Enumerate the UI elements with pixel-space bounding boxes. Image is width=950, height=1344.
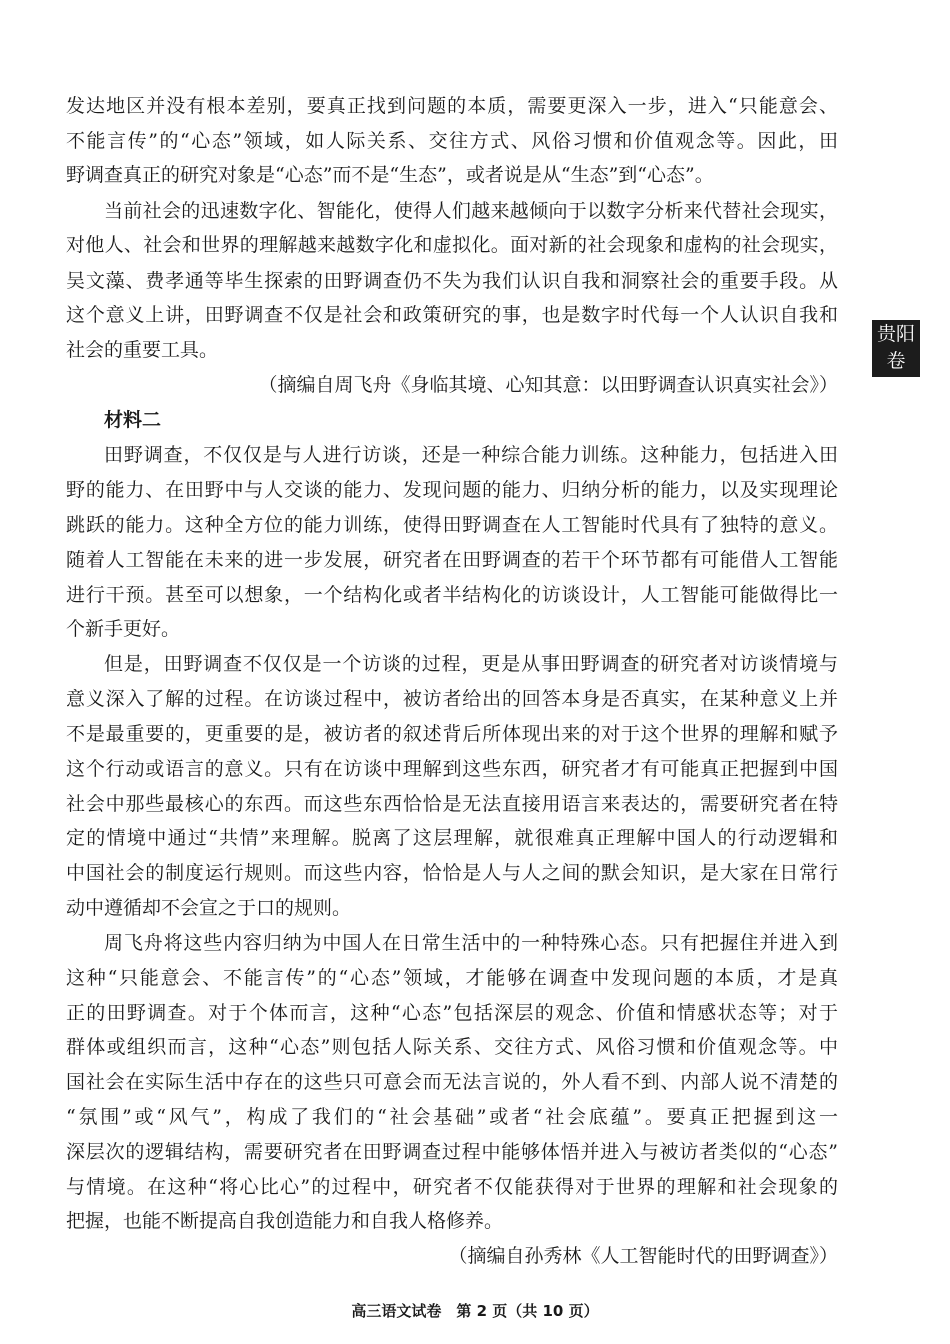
source-citation-1: （摘编自周飞舟《身临其境、心知其意：以田野调查认识真实社会》） — [258, 374, 838, 396]
text-line: 把握，也能不断提高自我创造能力和自我人格修养。 — [66, 1210, 504, 1232]
text-line: 国社会在实际生活中存在的这些只可意会而无法言说的，外人看不到、内部人说不清楚的 — [66, 1071, 838, 1093]
text-line: 不是最重要的，更重要的是，被访者的叙述背后所体现出来的对于这个世界的理解和赋予 — [66, 723, 838, 745]
text-line: 但是，田野调查不仅仅是一个访谈的过程，更是从事田野调查的研究者对访谈情境与 — [104, 653, 838, 675]
text-line: 随着人工智能在未来的进一步发展，研究者在田野调查的若干个环节都有可能借人工智能 — [66, 549, 838, 571]
text-line: 对他人、社会和世界的理解越来越数字化和虚拟化。面对新的社会现象和虚构的社会现实， — [66, 234, 838, 256]
text-line: 进行干预。甚至可以想象，一个结构化或者半结构化的访谈设计，人工智能可能做得比一 — [66, 584, 838, 606]
text-line: 不能言传”的“心态”领域，如人际关系、交往方式、风俗习惯和价值观念等。因此，田 — [66, 130, 838, 152]
text-line: 吴文藻、费孝通等毕生探索的田野调查仍不失为我们认识自我和洞察社会的重要手段。从 — [66, 270, 838, 292]
text-line: 这种“只能意会、不能言传”的“心态”领域，才能够在调查中发现问题的本质，才是真 — [66, 967, 838, 989]
text-line: 这个意义上讲，田野调查不仅是社会和政策研究的事，也是数字时代每一个人认识自我和 — [66, 304, 838, 326]
text-line: 群体或组织而言，这种“心态”则包括人际关系、交往方式、风俗习惯和价值观念等。中 — [66, 1036, 838, 1058]
text-line: 与情境。在这种“将心比心”的过程中，研究者不仅能获得对于世界的理解和社会现象的 — [66, 1176, 838, 1198]
text-line: 动中遵循却不会宣之于口的规则。 — [66, 897, 352, 919]
text-line: 意义深入了解的过程。在访谈过程中，被访者给出的回答本身是否真实，在某种意义上并 — [66, 688, 838, 710]
text-line: 野调查真正的研究对象是“心态”而不是“生态”，或者说是从“生态”到“心态”。 — [66, 164, 714, 186]
text-line: 正的田野调查。对于个体而言，这种“心态”包括深层的观念、价值和情感状态等；对于 — [66, 1002, 838, 1024]
text-line: 深层次的逻辑结构，需要研究者在田野调查过程中能够体悟并进入与被访者类似的“心态” — [66, 1141, 838, 1163]
text-line: 中国社会的制度运行规则。而这些内容，恰恰是人与人之间的默会知识，是大家在日常行 — [66, 862, 838, 884]
text-line: 田野调查，不仅仅是与人进行访谈，还是一种综合能力训练。这种能力，包括进入田 — [104, 444, 838, 466]
text-line: “氛围”或“风气”，构成了我们的“社会基础”或者“社会底蕴”。要真正把握到这一 — [66, 1106, 838, 1128]
text-line: 社会中那些最核心的东西。而这些东西恰恰是无法直接用语言来表达的，需要研究者在特 — [66, 793, 838, 815]
text-line: 跳跃的能力。这种全方位的能力训练，使得田野调查在人工智能时代具有了独特的意义。 — [66, 514, 838, 536]
text-line: 个新手更好。 — [66, 618, 181, 640]
source-citation-2: （摘编自孙秀林《人工智能时代的田野调查》） — [448, 1245, 838, 1267]
text-line: 这个行动或语言的意义。只有在访谈中理解到这些东西，研究者才有可能真正把握到中国 — [66, 758, 838, 780]
text-line: 社会的重要工具。 — [66, 339, 219, 361]
region-tab-line2: 卷 — [886, 350, 906, 372]
page-footer: 高三语文试卷 第 2 页（共 10 页） — [351, 1302, 599, 1320]
text-line: 野的能力、在田野中与人交谈的能力、发现问题的能力、归纳分析的能力，以及实现理论 — [66, 479, 838, 501]
region-tab-line1: 贵阳 — [876, 323, 915, 345]
text-line: 发达地区并没有根本差别，要真正找到问题的本质，需要更深入一步，进入“只能意会、 — [66, 95, 838, 117]
text-line: 周飞舟将这些内容归纳为中国人在日常生活中的一种特殊心态。只有把握住并进入到 — [104, 932, 838, 954]
text-line: 定的情境中通过“共情”来理解。脱离了这层理解，就很难真正理解中国人的行动逻辑和 — [66, 827, 838, 849]
text-line: 当前社会的迅速数字化、智能化，使得人们越来越倾向于以数字分析来代替社会现实， — [104, 200, 838, 222]
section-heading: 材料二 — [104, 409, 162, 431]
region-tab — [872, 320, 920, 377]
